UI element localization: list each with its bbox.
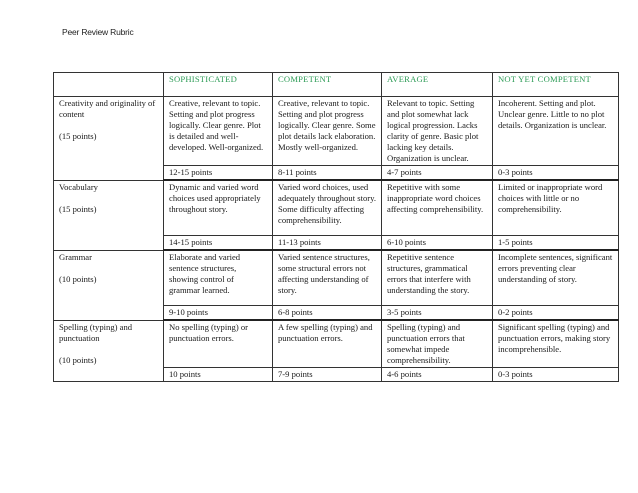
rubric-table [53,72,619,382]
points-cell: 0-3 points [493,166,619,181]
description-cell: Elaborate and varied sentence structures, showing control of grammar learned. [164,250,273,306]
criterion-cell [54,97,164,181]
criterion-name: Vocabulary [59,181,98,192]
level-average: AVERAGE [382,73,493,97]
criterion-cell [54,250,164,320]
description-cell: Varied sentence structures, some structural errors not affecting understanding of story. [273,250,382,306]
description-cell: Significant spelling (typing) and punctuation errors, making story incomprehensible. [493,320,619,368]
criterion-weight: (10 points) [59,273,97,284]
level-header-row [54,73,619,97]
points-cell: 3-5 points [382,306,493,321]
points-cell: 0-2 points [493,306,619,321]
description-cell: A few spelling (typing) and punctuation errors. [273,320,382,368]
description-cell: Creative, relevant to topic. Setting and plot progress logically. Clear genre. Some plot details lack elaboration. Mostly well-organized. [273,97,382,166]
criterion-weight: (10 points) [59,354,97,365]
points-cell: 8-11 points [273,166,382,181]
points-cell: 7-9 points [273,368,382,382]
description-cell: No spelling (typing) or punctuation errors. [164,320,273,368]
points-cell: 9-10 points [164,306,273,321]
description-cell: Spelling (typing) and punctuation errors that somewhat impede comprehensibility. [382,320,493,368]
points-cell: 1-5 points [493,236,619,251]
points-cell: 0-3 points [493,368,619,382]
points-cell: 6-8 points [273,306,382,321]
description-cell: Varied word choices, used adequately throughout story. Some difficulty affecting comprehensibility. [273,180,382,236]
points-cell: 10 points [164,368,273,382]
points-cell: 12-15 points [164,166,273,181]
criterion-weight: (15 points) [59,131,97,141]
level-not-yet-competent: NOT YET COMPETENT [493,73,619,97]
points-cell: 14-15 points [164,236,273,251]
description-cell: Relevant to topic. Setting and plot somewhat lack logical progression. Lacks clarity of genre. Basic plot lacking key details. Organization is unclear. [382,97,493,166]
points-cell: 6-10 points [382,236,493,251]
criterion-row [54,180,619,236]
criterion-row [54,250,619,306]
points-cell: 4-7 points [382,166,493,181]
description-cell: Incomplete sentences, significant errors preventing clear understanding of story. [493,250,619,306]
criterion-name: Spelling (typing) and punctuation [59,321,133,343]
description-cell: Repetitive with some inappropriate word choices affecting comprehensibility. [382,180,493,236]
criterion-cell [54,180,164,250]
level-competent: COMPETENT [273,73,382,97]
corner-cell [54,73,164,97]
criterion-name: Creativity and originality of content [59,98,156,119]
description-cell: Limited or inappropriate word choices with little or no comprehensibility. [493,180,619,236]
description-cell: Creative, relevant to topic. Setting and plot progress logically. Clear genre. Plot is detailed and well-developed. Well-organized. [164,97,273,166]
criterion-weight: (15 points) [59,203,97,214]
description-cell: Incoherent. Setting and plot. Unclear genre. Little to no plot details. Organization is unclear. [493,97,619,166]
description-cell: Dynamic and varied word choices used appropriately throughout story. [164,180,273,236]
points-cell: 4-6 points [382,368,493,382]
level-sophisticated: SOPHISTICATED [164,73,273,97]
criterion-cell [54,320,164,382]
document-header: Peer Review Rubric [62,27,134,37]
criterion-name: Grammar [59,251,92,262]
points-cell: 11-13 points [273,236,382,251]
criterion-row [54,97,619,166]
description-cell: Repetitive sentence structures, grammatical errors that interfere with understanding the story. [382,250,493,306]
criterion-row [54,320,619,368]
